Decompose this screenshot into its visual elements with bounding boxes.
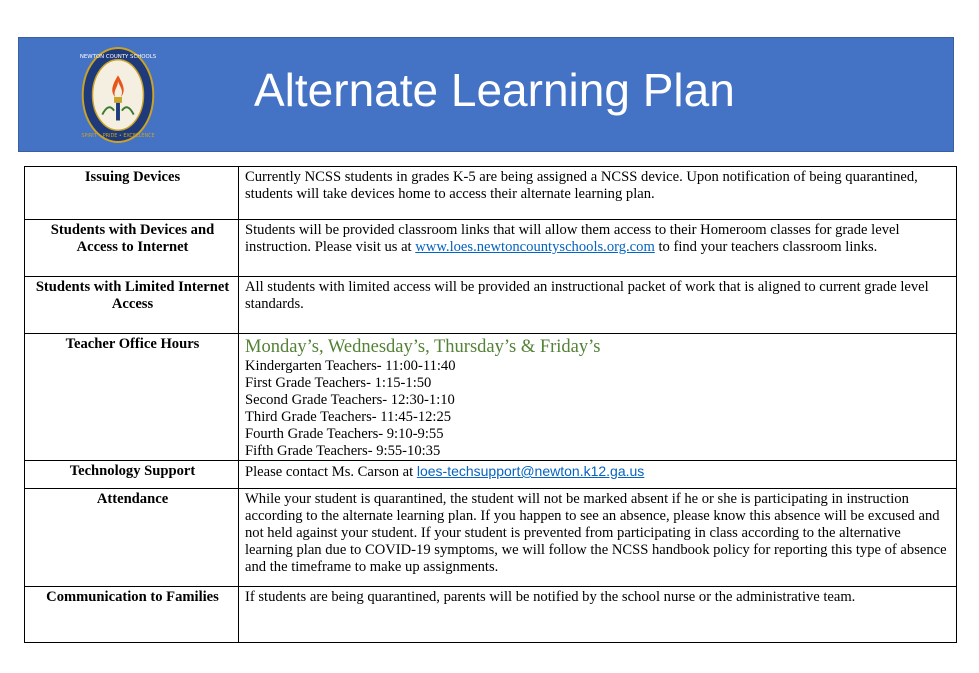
row-text: Currently NCSS students in grades K-5 are being assigned a NCSS device. Upon notification of being quarantined, students will take devices home to access their alternate learning plan. xyxy=(239,167,957,220)
table-row-technology-support xyxy=(25,461,957,489)
table-row-attendance xyxy=(25,489,957,587)
row-text: While your student is quarantined, the student will not be marked absent if he or she is participating in instruction according to the alternate learning plan. If you happen to see an absence, please know this absence will be excused and not held against your student. If your student is prevented from participating in class according to the alternative learning plan due to COVID-19 symptoms, we will follow the NCSS handbook policy for reporting this type of absence and the timeframe to make up assignments. xyxy=(239,489,957,587)
seal-ring-text-bottom: SPIRIT • PRIDE • EXCELLENCE xyxy=(81,133,155,140)
row-label: Technology Support xyxy=(25,461,239,489)
office-hours-line: Kindergarten Teachers- 11:00-11:40 xyxy=(245,358,456,374)
table-row-limited-internet xyxy=(25,277,957,334)
office-hours-line: Second Grade Teachers- 12:30-1:10 xyxy=(245,392,455,408)
office-hours-line: Fifth Grade Teachers- 9:55-10:35 xyxy=(245,443,441,459)
row-label: Students with Limited Internet Access xyxy=(25,277,239,334)
row-label: Teacher Office Hours xyxy=(25,334,239,461)
tech-support-email-link[interactable]: loes-techsupport@newton.k12.ga.us xyxy=(416,463,645,479)
row-text: If students are being quarantined, parents will be notified by the school nurse or the administrative team. xyxy=(239,587,957,643)
loes-website-link[interactable]: www.loes.newtoncountyschools.org.com xyxy=(415,239,655,255)
office-hours-line: Fourth Grade Teachers- 9:10-9:55 xyxy=(245,426,444,442)
row-text xyxy=(239,461,957,489)
table-row-students-with-devices xyxy=(25,220,957,277)
office-hours-line: Third Grade Teachers- 11:45-12:25 xyxy=(245,409,452,425)
row-text-after: to find your teachers classroom links. xyxy=(654,239,878,255)
table-row-issuing-devices xyxy=(25,167,957,220)
table-row-communication xyxy=(25,587,957,643)
row-label: Issuing Devices xyxy=(25,167,239,220)
row-text: All students with limited access will be provided an instructional packet of work that is aligned to current grade level standards. xyxy=(239,277,957,334)
table-row-teacher-office-hours xyxy=(25,334,957,461)
row-label: Communication to Families xyxy=(25,587,239,643)
header-banner xyxy=(18,37,954,152)
row-text-before: Students will be provided classroom links that will allow them access to their Homeroom classes for grade level instruction. Please visit us at xyxy=(245,222,900,255)
row-text xyxy=(239,220,957,277)
plan-table xyxy=(24,166,957,643)
row-text-before: Please contact Ms. Carson at xyxy=(245,464,417,480)
office-hours-line: First Grade Teachers- 1:15-1:50 xyxy=(245,375,432,391)
office-hours-cell xyxy=(239,334,957,461)
office-hours-days: Monday’s, Wednesday’s, Thursday’s & Friday’s xyxy=(245,337,601,357)
row-label: Students with Devices and Access to Internet xyxy=(25,220,239,277)
seal-ring-text-top: NEWTON COUNTY SCHOOLS xyxy=(79,53,157,60)
row-label: Attendance xyxy=(25,489,239,587)
newton-county-schools-seal-logo xyxy=(69,46,167,144)
page-title: Alternate Learning Plan xyxy=(254,64,735,116)
